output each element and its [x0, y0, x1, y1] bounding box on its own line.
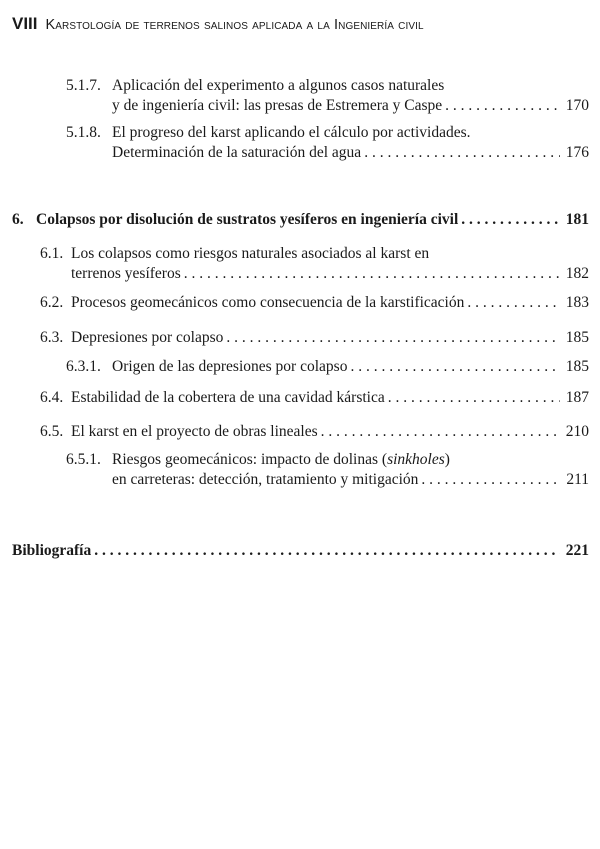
toc-title-line1-a: Riesgos geomecánicos: impacto de dolinas ( — [112, 451, 388, 468]
toc-entry-6-2[interactable] — [40, 293, 589, 313]
dot-leader — [184, 264, 560, 284]
toc-number: 6.5. — [40, 423, 64, 440]
toc-page: 181 — [565, 211, 589, 228]
toc-page: 185 — [565, 358, 589, 375]
toc-title-line2: Determinación de la saturación del agua — [112, 144, 362, 161]
toc-entry-6-3[interactable] — [40, 328, 589, 348]
toc-bibliography[interactable] — [12, 541, 589, 561]
toc-title-line1-b: ) — [444, 451, 450, 468]
toc-number: 5.1.7. — [66, 77, 101, 94]
toc-chapter-6[interactable] — [12, 210, 589, 230]
toc-page: 187 — [565, 389, 589, 406]
toc-number: 6.5.1. — [66, 451, 101, 468]
toc-title: Procesos geomecánicos como consecuencia de la karstificación — [71, 294, 465, 311]
dot-leader — [467, 293, 560, 313]
page-number: VIII — [12, 14, 38, 33]
toc-page: 176 — [565, 144, 589, 161]
toc-page: 182 — [565, 265, 589, 282]
toc-entry-6-1[interactable] — [40, 244, 589, 284]
toc-page: 170 — [565, 97, 589, 114]
dot-leader — [321, 422, 560, 442]
toc-entry-6-4[interactable] — [40, 388, 589, 408]
dot-leader — [350, 357, 560, 377]
toc-entry-6-5[interactable] — [40, 422, 589, 442]
toc-title-line2: terrenos yesíferos — [71, 265, 181, 282]
toc-title-italic: sinkholes — [387, 451, 445, 468]
toc-entry-6-3-1[interactable] — [66, 357, 589, 377]
toc-title-line1: Aplicación del experimento a algunos casos naturales — [112, 77, 445, 94]
toc-page: 210 — [565, 423, 589, 440]
toc-title-line1 — [112, 450, 450, 470]
toc-title: Depresiones por colapso — [71, 329, 224, 346]
toc-number: 6. — [12, 211, 24, 228]
toc-title: El karst en el proyecto de obras lineales — [71, 423, 318, 440]
toc-title: Bibliografía — [12, 542, 92, 559]
toc-page: 221 — [565, 542, 589, 559]
toc-title: Colapsos por disolución de sustratos yesíferos en ingeniería civil — [36, 211, 459, 228]
toc-page: 183 — [565, 294, 589, 311]
toc-entry-5-1-7[interactable] — [66, 76, 589, 116]
toc-title-line2: y de ingeniería civil: las presas de Estremera y Caspe — [112, 97, 443, 114]
dot-leader — [388, 388, 560, 408]
dot-leader — [364, 143, 560, 163]
dot-leader — [421, 470, 560, 490]
dot-leader — [226, 328, 560, 348]
toc-title-line2: en carreteras: detección, tratamiento y mitigación — [112, 471, 419, 488]
dot-leader — [94, 541, 560, 561]
toc-title: Estabilidad de la cobertera de una cavidad kárstica — [71, 389, 385, 406]
running-header — [12, 14, 588, 34]
dot-leader — [461, 210, 560, 230]
toc-title-line1: El progreso del karst aplicando el cálculo por actividades. — [112, 124, 471, 141]
book-title: Karstología de terrenos salinos aplicada a la Ingeniería civil — [45, 17, 424, 33]
toc-number: 6.3.1. — [66, 358, 101, 375]
toc-title-line1: Los colapsos como riesgos naturales asociados al karst en — [71, 245, 430, 262]
toc-page: 185 — [565, 329, 589, 346]
toc-entry-5-1-8[interactable] — [66, 123, 589, 163]
toc-title: Origen de las depresiones por colapso — [112, 358, 348, 375]
toc-number: 6.1. — [40, 245, 64, 262]
toc-entry-6-5-1[interactable] — [66, 450, 589, 490]
toc-page: 211 — [566, 471, 589, 488]
dot-leader — [445, 96, 560, 116]
toc-number: 6.4. — [40, 389, 64, 406]
toc-number: 6.3. — [40, 329, 64, 346]
toc-number: 5.1.8. — [66, 124, 101, 141]
toc-number: 6.2. — [40, 294, 64, 311]
